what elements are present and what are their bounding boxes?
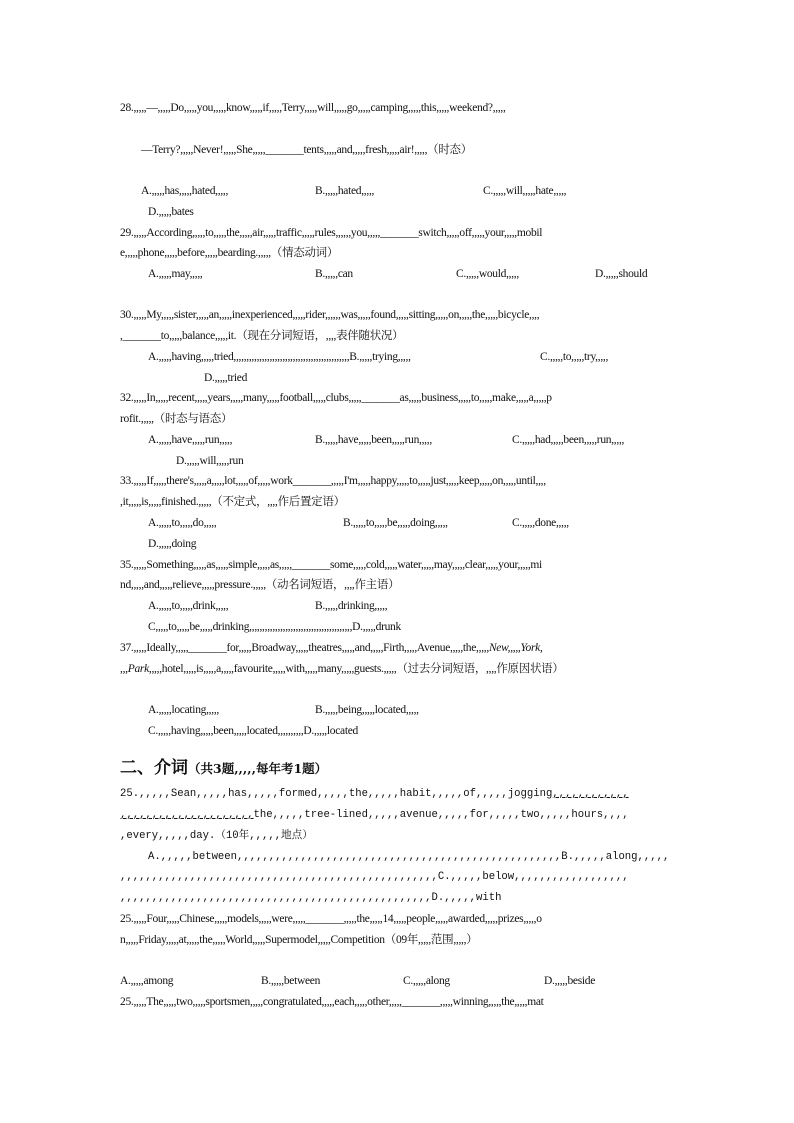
section-subtitle: （共3题,,,,,每年考1题） (188, 761, 328, 776)
p25a-option-d: ,,,,,,,,,,,,,,,,,,,,,,,,,,,,,,,,,,,,,,,,,,,,,,,,,D.,,,,,with (120, 892, 502, 904)
q30-stem-line2: ,_______to,,,,,balance,,,,,it.（现在分词短语，,,,,表伴随状况） (120, 330, 404, 342)
q32-option-a: A.,,,,,have,,,,,run,,,,, (148, 434, 233, 446)
q37-option-b: B.,,,,,being,,,,,located,,,,, (315, 704, 419, 716)
q28-option-b: B.,,,,,hated,,,,, (315, 185, 375, 197)
q33-option-a: A.,,,,,to,,,,,do,,,,, (148, 517, 217, 529)
p25b-option-d: D.,,,,,beside (544, 975, 596, 987)
p25a-stem-line1 (120, 787, 629, 801)
q32-stem-line1: 32.,,,,,In,,,,,recent,,,,,years,,,,,many,,,,,football,,,,,clubs,,,,,_______as,,,,,business,,,,,to,,,,,make,,,,,a,,,,,p (120, 392, 552, 404)
q37-stem-line2-text: ,,,,,hotel,,,,,is,,,,,a,,,,,favourite,,,,,with,,,,,many,,,,,guests.,,,,,（过去分词短语，,,,,作原因状语） (148, 663, 564, 675)
q35-option-a: A.,,,,,to,,,,,drink,,,,, (148, 600, 229, 612)
p25b-option-c: C.,,,,,along (403, 975, 450, 987)
q33-stem-line2: ,it,,,,,is,,,,,finished.,,,,,（不定式，,,,,作后置定语） (120, 496, 345, 508)
q32-option-d: D.,,,,,will,,,,,run (176, 455, 244, 467)
q35-option-cd: C,,,,,to,,,,,be,,,,,drinking,,,,,,,,,,,,,,,,,,,,,,,,,,,,,,,,,,,,,,,,D.,,,,,drunk (148, 621, 401, 633)
q28-stem-line1: 28.,,,,,—,,,,,Do,,,,,you,,,,,know,,,,,if,,,,,Terry,,,,,will,,,,,go,,,,,camping,,,,,this,,,,,weekend?,,,,, (120, 102, 506, 114)
q35-option-b: B.,,,,,drinking,,,,, (315, 600, 388, 612)
q37-stem-line2 (120, 662, 564, 676)
p25a-stem-line2-text: the,,,,,tree-lined,,,,,avenue,,,,,for,,,,,two,,,,,hours,,,, (253, 809, 629, 821)
p25a-blank-2: ,,,,,,,,,,,,,,,,,,,,, (120, 809, 254, 821)
q30-option-ab: A.,,,,,having,,,,,tried,,,,,,,,,,,,,,,,,,,,,,,,,,,,,,,,,,,,,,,,,,,,,B.,,,,,trying,,,,, (148, 351, 411, 363)
q29-option-a: A.,,,,,may,,,,, (148, 268, 203, 280)
section-title: 二、介词 (120, 758, 188, 778)
q29-option-d: D.,,,,,should (595, 268, 648, 280)
q29-stem-line2: e,,,,,phone,,,,,before,,,,,bearding.,,,,,（情态动词） (120, 247, 339, 259)
p25b-stem-line1: 25.,,,,,Four,,,,,Chinese,,,,,models,,,,,were,,,,,_______,,,,,the,,,,,14,,,,,people,,,,,awarded,,,,,prizes,,,,,o (120, 913, 542, 925)
q33-stem-line1: 33.,,,,,If,,,,,there's,,,,,a,,,,,lot,,,,,of,,,,,work_______,,,,,I'm,,,,,happy,,,,,to,,,,,just,,,,,keep,,,,,on,,,,,until,,,, (120, 475, 546, 487)
q30-option-d: D.,,,,,tried (204, 372, 248, 384)
section-heading-prepositions (120, 753, 327, 778)
q28-option-a: A.,,,,,has,,,,,hated,,,,, (141, 185, 229, 197)
q30-option-c: C.,,,,,to,,,,,try,,,,, (540, 351, 609, 363)
p25a-option-ab: A.,,,,,between,,,,,,,,,,,,,,,,,,,,,,,,,,,,,,,,,,,,,,,,,,,,,,,,,,,B.,,,,,along,,,,, (148, 851, 670, 863)
q29-stem-line1: 29.,,,,,According,,,,,to,,,,,the,,,,,air,,,,,traffic,,,,,rules,,,,,,you,,,,,_______switch,,,,,off,,,,,your,,,,,mobil (120, 227, 543, 239)
q35-stem-line1: 35.,,,,,Something,,,,,as,,,,,simple,,,,,as,,,,,_______some,,,,,cold,,,,,water,,,,,may,,,,,clear,,,,,your,,,,,mi (120, 559, 542, 571)
q29-option-b: B.,,,,,can (315, 268, 353, 280)
p25b-option-a: A.,,,,,among (120, 975, 174, 987)
q29-option-c: C.,,,,,would,,,,, (456, 268, 519, 280)
p25b-stem-line2: n,,,,,Friday,,,,,at,,,,,the,,,,,World,,,,,Supermodel,,,,,Competition（09年,,,,,范围,,,,,） (120, 934, 478, 946)
q33-option-c: C.,,,,,done,,,,, (512, 517, 569, 529)
q28-option-d: D.,,,,,bates (148, 206, 194, 218)
q37-stem-line1-italic: New,,,,,York, (488, 642, 543, 654)
q32-option-b: B.,,,,,have,,,,,been,,,,,run,,,,, (315, 434, 432, 446)
q37-option-a: A.,,,,,locating,,,,, (148, 704, 219, 716)
q32-option-c: C.,,,,,had,,,,,been,,,,,run,,,,, (512, 434, 625, 446)
q32-stem-line2: rofit.,,,,,（时态与语态） (120, 413, 233, 425)
q33-option-b: B.,,,,,to,,,,,be,,,,,doing,,,,, (343, 517, 448, 529)
p25a-stem-line1-text: 25.,,,,,Sean,,,,,has,,,,,formed,,,,,the,,,,,habit,,,,,of,,,,,jogging (120, 788, 553, 800)
p25a-stem-line2 (120, 808, 629, 822)
q37-stem-line1-text: 37.,,,,,Ideally,,,,,_______for,,,,,Broadway,,,,,theatres,,,,,and,,,,,Firth,,,,,Avenue,,,,,the,,,,, (120, 642, 489, 654)
p25a-stem-line3: ,every,,,,,day.（10年,,,,,地点） (120, 830, 313, 842)
p25c-stem-line1: 25.,,,,,The,,,,,two,,,,,sportsmen,,,,,congratulated,,,,,each,,,,,other,,,,,_______,,,,,winning,,,,,the,,,,,mat (120, 996, 544, 1008)
p25a-option-c: ,,,,,,,,,,,,,,,,,,,,,,,,,,,,,,,,,,,,,,,,,,,,,,,,,,C.,,,,,below,,,,,,,,,,,,,,,,,, (120, 871, 629, 883)
q37-stem-line2-italic: ,,,Park (120, 663, 149, 675)
q35-stem-line2: nd,,,,,and,,,,,relieve,,,,,pressure.,,,,,（动名词短语，,,,,作主语） (120, 579, 400, 591)
q37-stem-line1 (120, 641, 543, 655)
p25b-option-b: B.,,,,,between (261, 975, 321, 987)
q30-stem-line1: 30.,,,,,My,,,,,sister,,,,,an,,,,,inexperienced,,,,,rider,,,,,,was,,,,,found,,,,,sitting,,,,,on,,,,,the,,,,,bicycle,,,, (120, 309, 540, 321)
q33-option-d: D.,,,,,doing (148, 538, 197, 550)
q28-option-c: C.,,,,,will,,,,,hate,,,,, (483, 185, 567, 197)
p25a-blank-1: ,,,,,,,,,,,, (552, 788, 629, 800)
q28-stem-line2: —Terry?,,,,,Never!,,,,,She,,,,,_______tents,,,,,and,,,,,fresh,,,,,air!,,,,,（时态） (141, 144, 472, 156)
q37-option-cd: C.,,,,,having,,,,,been,,,,,located,,,,,,,,,,D.,,,,,located (148, 725, 358, 737)
